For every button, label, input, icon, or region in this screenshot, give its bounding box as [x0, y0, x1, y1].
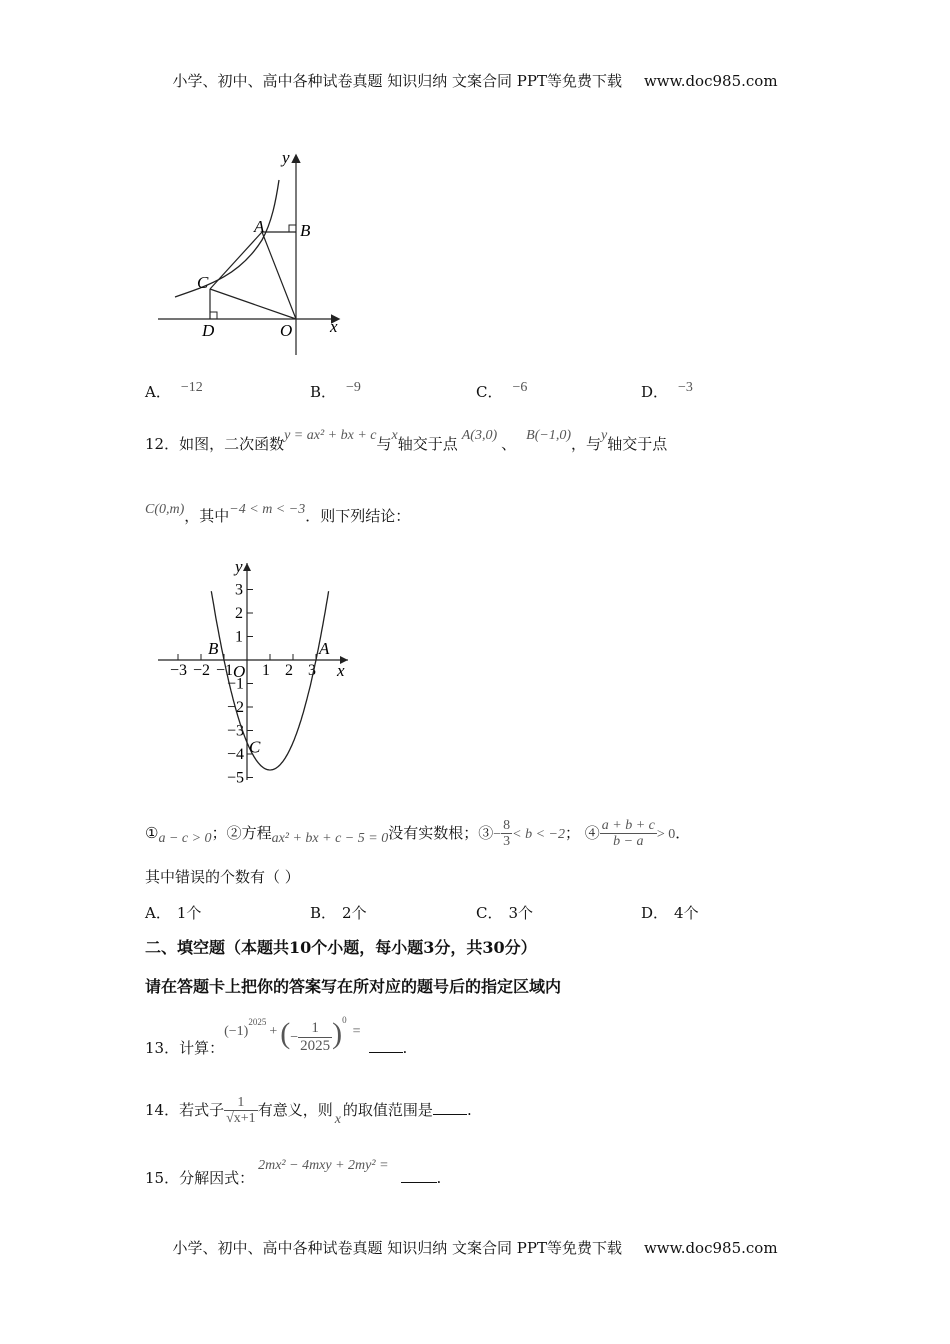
fig1-label-a: A [254, 217, 265, 236]
fig2-xtick-label: 2 [285, 662, 293, 679]
fig2-ytick-label: 1 [235, 628, 243, 646]
q12-option-d[interactable]: D． 4个 [641, 904, 699, 922]
fig2-label-y: y [235, 557, 243, 576]
q11-option-a[interactable]: A． −12 [145, 380, 203, 401]
q12-conclusions: ①a − c > 0；②方程ax² + bx + c − 5 = 0没有实数根；③− $\frac{8}{3}$ < b < −2； ④ $\frac{a + b + c}{b - a}$ > 0． [145, 818, 691, 850]
footer-url: www.doc985.com [643, 1239, 778, 1257]
q15-answer-blank[interactable] [401, 1182, 437, 1183]
page-header [0, 70, 950, 91]
fig2-ytick-label: 2 [235, 605, 243, 622]
fig2-ytick-label: −2 [227, 699, 245, 716]
fig2-label-c: C [249, 737, 261, 757]
fig1-label-b: B [300, 221, 311, 240]
fig2-label-a: A [319, 639, 330, 658]
q12-option-b[interactable]: B． 2个 [310, 904, 367, 922]
q12-option-a[interactable]: A． 1个 [145, 904, 202, 922]
fig1-label-c: C [197, 273, 209, 292]
q12-question: 其中错误的个数有（ ） [145, 868, 300, 886]
q13-answer-blank[interactable] [369, 1052, 403, 1053]
q12-stem-line1: 12．如图，二次函数y = ax² + bx + c与x轴交于点 A(3,0) 、 B(−1,0)，与y轴交于点 [145, 428, 668, 453]
footer-text: 小学、初中、高中各种试卷真题 知识归纳 文案合同 PPT等免费下载 [172, 1239, 622, 1257]
fig1-label-y: y [282, 148, 290, 167]
header-url: www.doc985.com [643, 72, 778, 90]
section-2-instruction: 请在答题卡上把你的答案写在所对应的题号后的指定区域内 [145, 977, 562, 996]
fig2-xtick-label: −1 [216, 662, 234, 679]
question-15: 15．分解因式：2mx² − 4mxy + 2my² =. [145, 1158, 442, 1187]
fig2-ytick-label: 3 [235, 581, 243, 599]
fig1-label-x: x [330, 317, 338, 336]
fig2-xtick-label: 3 [308, 662, 316, 679]
header-text: 小学、初中、高中各种试卷真题 知识归纳 文案合同 PPT等免费下载 [172, 72, 622, 90]
fig2-ytick-label: −5 [227, 769, 245, 785]
fig1-label-o: O [280, 321, 293, 340]
section-2-title: 二、填空题（本题共10个小题，每小题3分，共30分） [145, 938, 537, 957]
q11-option-c[interactable]: C． −6 [476, 380, 528, 401]
fig2-y-arrow [243, 563, 251, 571]
question-13: 13．计算：$(-1)^{2025}+$ (− $\frac{1}{2025}$ )$^0$=. [145, 1015, 408, 1057]
q12-stem-line2: C(0,m)，其中−4 < m < −3．则下列结论： [145, 502, 411, 525]
fig2-ytick-label: −1 [227, 675, 245, 693]
q11-option-d[interactable]: D． −3 [641, 380, 693, 401]
fig2-parabola-curve [211, 591, 328, 770]
fig2-ytick-label: −3 [227, 722, 245, 740]
fig2-label-x: x [337, 661, 345, 680]
figure-2-parabola [150, 555, 360, 785]
fig2-label-b: B [208, 639, 219, 658]
fig2-xtick-label: −2 [193, 662, 211, 679]
figure-1-graph [150, 145, 360, 360]
fig2-xtick-label: −3 [170, 662, 188, 679]
fig2-ytick-label: −4 [227, 746, 245, 763]
q14-answer-blank[interactable] [433, 1114, 467, 1115]
fig2-xtick-label: 1 [262, 662, 270, 679]
q12-option-c[interactable]: C． 3个 [476, 904, 534, 922]
fig1-label-d: D [202, 321, 215, 340]
fig2-label-o: O [233, 662, 246, 681]
page-footer [0, 1237, 950, 1258]
q11-option-b[interactable]: B． −9 [310, 380, 361, 401]
question-14: 14．若式子 $\frac{1}{√x+1}$ 有意义，则x的取值范围是 . [145, 1095, 472, 1127]
